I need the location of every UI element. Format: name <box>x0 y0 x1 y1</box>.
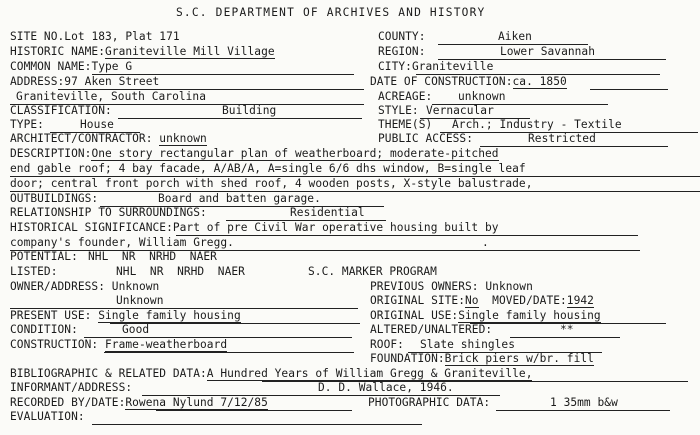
recorded-by-field <box>10 396 268 409</box>
altered-value: ** <box>560 323 574 336</box>
outbuildings-value: Board and batten garage. <box>158 192 321 205</box>
description-line3-underline <box>10 191 700 192</box>
date-of-construction-field <box>370 75 567 88</box>
architect-value: unknown <box>159 132 207 145</box>
historical-significance-label: HISTORICAL SIGNIFICANCE: <box>10 221 173 234</box>
address-line2: Graniteville, South Carolina <box>16 90 206 103</box>
roof-label: ROOF: <box>370 338 404 351</box>
description-line2: end gable roof; 4 bay facade, A/AB/A, A=single 6/6 dhs window, B=single leaf <box>10 162 526 175</box>
previous-owners-label: PREVIOUS OWNERS: <box>370 280 479 293</box>
evaluation-underline <box>92 424 422 425</box>
potential-label: POTENTIAL: <box>10 250 78 263</box>
outbuildings-label: OUTBUILDINGS: <box>10 192 99 205</box>
foundation-field <box>370 352 594 365</box>
original-use-value: Single family housing <box>458 309 601 322</box>
type-value: House <box>80 118 114 131</box>
original-use-label: ORIGINAL USE: <box>370 309 459 322</box>
city-label: CITY: <box>378 60 412 73</box>
classification-value: Building <box>222 104 277 117</box>
owner-label: OWNER/ADDRESS: <box>10 280 105 293</box>
public-access-value: Restricted <box>528 132 596 145</box>
historic-name-field <box>10 45 275 58</box>
recorded-by-value: Rowena Nylund 7/12/85 <box>125 396 268 409</box>
owner-field <box>10 280 159 293</box>
architect-field <box>10 132 207 145</box>
altered-label: ALTERED/UNALTERED: <box>370 323 493 336</box>
historical-significance-field <box>10 221 499 234</box>
common-name-value: Type G <box>91 60 133 73</box>
roof-value: Slate shingles <box>420 338 515 351</box>
region-label: REGION: <box>378 45 426 58</box>
public-access-label: PUBLIC ACCESS: <box>378 132 473 145</box>
photographic-data-value: 1 35mm b&w <box>550 396 618 409</box>
owner-line2: Unknown <box>116 294 164 307</box>
common-name-label: COMMON NAME: <box>10 60 92 73</box>
architect-label: ARCHITECT/CONTRACTOR: <box>10 132 153 145</box>
potential-options: NHL NR NRHD NAER <box>88 250 217 263</box>
photographic-data-underline <box>496 410 670 411</box>
description-line1: One story rectangular plan of weatherboard; moderate-pitched <box>91 147 499 160</box>
present-use-field <box>10 309 241 322</box>
acreage-value: unknown <box>458 90 506 103</box>
altered-underline <box>510 337 620 338</box>
acreage-label: ACREAGE: <box>378 90 433 103</box>
bibliographic-line2: D. D. Wallace, 1946. <box>318 381 454 394</box>
historical-significance-mark: . <box>482 236 489 249</box>
historic-name-label: HISTORIC NAME: <box>10 45 105 58</box>
type-label: TYPE: <box>10 118 44 131</box>
historical-significance-line2: company's founder, William Gregg. <box>10 236 234 249</box>
county-value: Aiken <box>498 30 532 43</box>
previous-owners-field <box>370 280 533 293</box>
original-site-field <box>370 294 594 307</box>
construction-underline <box>104 352 354 353</box>
historic-name-value: Graniteville Mill Village <box>105 45 275 58</box>
historical-significance-underline <box>176 235 638 236</box>
original-use-field <box>370 309 601 322</box>
construction-value: Frame-weatherboard <box>105 338 228 351</box>
themes-value: Arch.; Industry - Textile <box>452 118 622 131</box>
previous-owners-value: Unknown <box>485 280 533 293</box>
evaluation-label: EVALUATION: <box>10 410 85 423</box>
photographic-data-label: PHOTOGRAPHIC DATA: <box>368 396 491 409</box>
city-field <box>378 60 493 73</box>
original-site-label: ORIGINAL SITE: <box>370 294 465 307</box>
listed-options: NHL NR NRHD NAER <box>116 265 245 278</box>
county-label: COUNTY: <box>378 30 426 43</box>
listed-label: LISTED: <box>10 265 58 278</box>
description-line3: door; central front porch with shed roof, 4 wooden posts, X-style balustrade, <box>10 177 533 190</box>
bibliographic-field <box>10 367 532 380</box>
recorded-by-label: RECORDED BY/DATE: <box>10 396 126 409</box>
foundation-label: FOUNDATION: <box>370 352 445 365</box>
address-field <box>10 75 159 88</box>
public-access-underline <box>480 146 668 147</box>
form-title: S.C. DEPARTMENT OF ARCHIVES AND HISTORY <box>176 6 486 19</box>
recorded-by-underline <box>156 410 352 411</box>
informant-label: INFORMANT/ADDRESS: <box>10 381 133 394</box>
date-of-construction-value: ca. 1850 <box>512 75 567 88</box>
moved-date-label: MOVED/DATE: <box>492 294 567 307</box>
relationship-label: RELATIONSHIP TO SURROUNDINGS: <box>10 206 207 219</box>
bibliographic-value: A Hundred Years of William Gregg & Graniteville, <box>206 367 533 380</box>
relationship-value: Residential <box>290 206 365 219</box>
original-site-value: No <box>465 294 479 307</box>
city-value: Graniteville <box>411 60 494 73</box>
construction-field <box>10 338 227 351</box>
present-use-label: PRESENT USE: <box>10 309 92 322</box>
foundation-value: Brick piers w/br. fill <box>444 352 594 365</box>
date-of-construction-label: DATE OF CONSTRUCTION: <box>370 75 513 88</box>
themes-label: THEME(S) <box>378 118 433 131</box>
classification-label: CLASSIFICATION: <box>10 104 112 117</box>
bibliographic-label: BIBLIOGRAPHIC & RELATED DATA: <box>10 367 207 380</box>
description-field <box>10 147 499 160</box>
common-name-field <box>10 60 132 73</box>
site-no-label: SITE NO. <box>10 30 65 43</box>
condition-value: Good <box>122 323 150 336</box>
historical-significance-line1: Part of pre Civil War operative housing built by <box>172 221 499 234</box>
address-label: ADDRESS: <box>10 75 65 88</box>
present-use-value: Single family housing <box>98 309 241 322</box>
moved-date-value: 1942 <box>566 294 594 307</box>
site-no-field <box>10 30 180 43</box>
style-value: Vernacular <box>426 104 494 117</box>
style-label: STYLE: <box>378 104 419 117</box>
site-no-value: Lot 183, Plat 171 <box>64 30 180 43</box>
marker-program: S.C. MARKER PROGRAM <box>308 265 437 278</box>
region-value: Lower Savannah <box>500 45 595 58</box>
description-label: DESCRIPTION: <box>10 147 92 160</box>
owner-value: Unknown <box>111 280 160 293</box>
classification-underline <box>118 118 362 119</box>
construction-label: CONSTRUCTION: <box>10 338 99 351</box>
address-value: 97 Aken Street <box>64 75 160 88</box>
condition-label: CONDITION: <box>10 323 78 336</box>
date-of-construction-underline <box>590 89 668 90</box>
